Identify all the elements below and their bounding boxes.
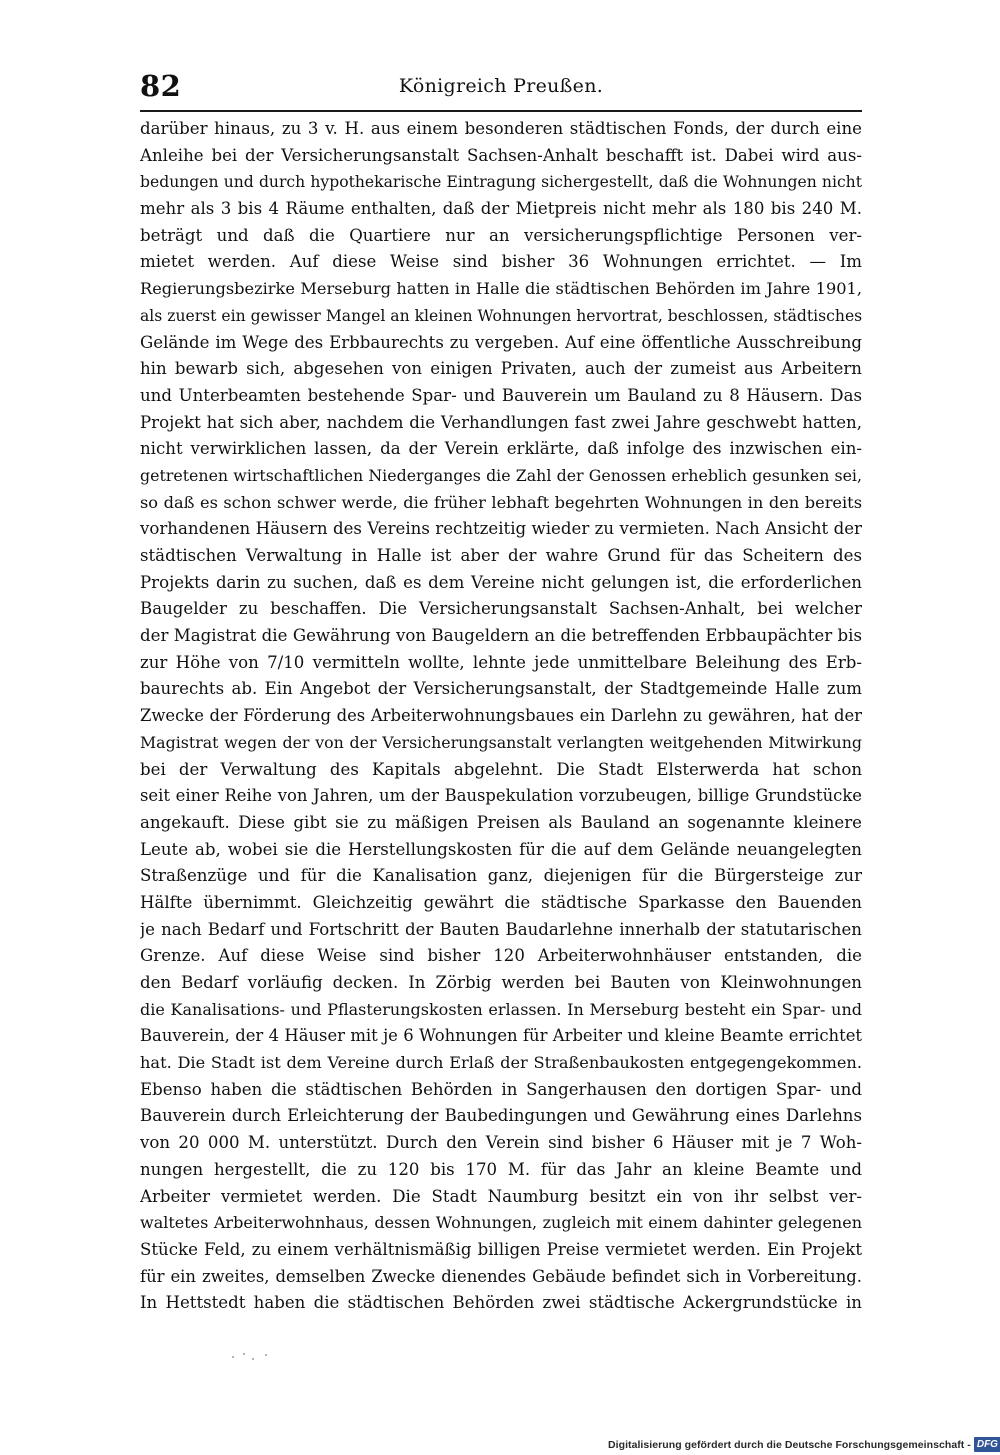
text-line: als zuerst ein gewisser Mangel an kleinen Wohnungen hervortrat, beschlossen, städtisches — [140, 306, 862, 325]
text-line: nungen hergestellt, die zu 120 bis 170 M. für das Jahr an kleine Beamte und — [140, 1159, 862, 1179]
text-line: Stücke Feld, zu einem verhältnismäßig billigen Preise vermietet werden. Ein Projekt — [140, 1239, 862, 1259]
text-line: Projekt hat sich aber, nachdem die Verhandlungen fast zwei Jahre geschwebt hatten, — [140, 412, 862, 432]
scan-specks — [232, 1352, 272, 1362]
text-line: Hälfte übernimmt. Gleichzeitig gewährt die städtische Sparkasse den Bauenden — [140, 892, 862, 912]
text-line: Baugelder zu beschaffen. Die Versicherungsanstalt Sachsen-Anhalt, bei welcher — [140, 599, 862, 619]
text-line: waltetes Arbeiterwohnhaus, dessen Wohnungen, zugleich mit einem dahinter gelegenen — [140, 1213, 862, 1233]
text-line: hin bewarb sich, abgesehen von einigen Privaten, auch der zumeist aus Arbeitern — [140, 359, 862, 379]
text-line: hat. Die Stadt ist dem Vereine durch Erlaß der Straßenbaukosten entgegengekommen. — [140, 1053, 862, 1073]
running-title: Königreich Preußen. — [398, 75, 604, 97]
body-text — [140, 116, 862, 1317]
text-line: der Magistrat die Gewährung von Baugeldern an die betreffenden Erbbaupächter bis — [140, 626, 862, 646]
text-line: die Kanalisations- und Pflasterungskosten erlassen. In Merseburg besteht ein Spar- und — [140, 999, 862, 1019]
text-line: Bauverein, der 4 Häuser mit je 6 Wohnungen für Arbeiter und kleine Beamte errichtet — [140, 1026, 862, 1046]
text-line: Regierungsbezirke Merseburg hatten in Halle die städtischen Behörden im Jahre 1901, — [140, 279, 862, 299]
page-number: 82 — [140, 69, 182, 103]
text-line: mehr als 3 bis 4 Räume enthalten, daß der Mietpreis nicht mehr als 180 bis 240 M. — [140, 199, 862, 219]
page-header — [140, 64, 862, 112]
text-line: städtischen Verwaltung in Halle ist aber der wahre Grund für das Scheitern des — [140, 546, 862, 565]
text-line: bei der Verwaltung des Kapitals abgelehnt. Die Stadt Elsterwerda hat schon — [140, 759, 862, 779]
text-line: mietet werden. Auf diese Weise sind bisher 36 Wohnungen errichtet. — Im — [140, 252, 862, 272]
dfg-logo: DFG — [974, 1437, 1000, 1452]
text-line: Straßenzüge und für die Kanalisation ganz, diejenigen für die Bürgersteige zur — [140, 866, 862, 886]
text-line: für ein zweites, demselben Zwecke dienendes Gebäude befindet sich in Vorbereitung. — [140, 1266, 862, 1286]
text-line: beträgt und daß die Quartiere nur an versicherungspflichtige Personen ver- — [140, 225, 862, 245]
text-line: so daß es schon schwer werde, die früher lebhaft begehrten Wohnungen in den bereits — [140, 492, 862, 512]
text-line: nicht verwirklichen lassen, da der Verein erklärte, daß infolge des inzwischen ein- — [140, 439, 862, 459]
text-line: Ebenso haben die städtischen Behörden in Sangerhausen den dortigen Spar- und — [140, 1079, 862, 1099]
text-line: Anleihe bei der Versicherungsanstalt Sachsen-Anhalt beschafft ist. Dabei wird aus- — [140, 145, 862, 165]
text-line: Gelände im Wege des Erbbaurechts zu vergeben. Auf eine öffentliche Ausschreibung — [140, 332, 862, 352]
text-line: Bauverein durch Erleichterung der Baubedingungen und Gewährung eines Darlehns — [140, 1106, 862, 1126]
text-line: zur Höhe von 7/10 vermitteln wollte, lehnte jede unmittelbare Beleihung des Erb- — [140, 652, 862, 672]
text-line: seit einer Reihe von Jahren, um der Bauspekulation vorzubeugen, billige Grundstücke — [140, 786, 862, 806]
text-line: Zwecke der Förderung des Arbeiterwohnungsbaues ein Darlehn zu gewähren, hat der — [140, 706, 862, 726]
text-line: Arbeiter vermietet werden. Die Stadt Naumburg besitzt ein von ihr selbst ver- — [140, 1186, 862, 1206]
text-line: den Bedarf vorläufig decken. In Zörbig werden bei Bauten von Kleinwohnungen — [140, 973, 862, 992]
text-line: vorhandenen Häusern des Vereins rechtzeitig wieder zu vermieten. Nach Ansicht der — [140, 519, 862, 539]
text-line: je nach Bedarf und Fortschritt der Bauten Baudarlehne innerhalb der statutarischen — [140, 919, 862, 939]
footer-credit: Digitalisierung gefördert durch die Deutsche Forschungsgemeinschaft - — [608, 1438, 971, 1451]
text-line: von 20 000 M. unterstützt. Durch den Verein sind bisher 6 Häuser mit je 7 Woh- — [140, 1133, 862, 1153]
text-line: baurechts ab. Ein Angebot der Versicherungsanstalt, der Stadtgemeinde Halle zum — [140, 679, 862, 699]
text-line: In Hettstedt haben die städtischen Behörden zwei städtische Ackergrundstücke in — [140, 1293, 862, 1313]
text-line: und Unterbeamten bestehende Spar- und Bauverein um Bauland zu 8 Häusern. Das — [140, 385, 862, 405]
text-line: Leute ab, wobei sie die Herstellungskosten für die auf dem Gelände neuangelegten — [140, 839, 862, 859]
text-line: angekauft. Diese gibt sie zu mäßigen Preisen als Bauland an sogenannte kleinere — [140, 812, 862, 832]
text-line: getretenen wirtschaftlichen Niederganges die Zahl der Genossen erheblich gesunken sei, — [140, 465, 862, 485]
text-line: bedungen und durch hypothekarische Eintragung sichergestellt, daß die Wohnungen nicht — [140, 173, 862, 192]
text-line: darüber hinaus, zu 3 v. H. aus einem besonderen städtischen Fonds, der durch eine — [140, 119, 862, 138]
digitization-footer — [608, 1436, 1000, 1453]
text-line: Projekts darin zu suchen, daß es dem Vereine nicht gelungen ist, die erforderlichen — [140, 572, 862, 592]
text-line: Magistrat wegen der von der Versicherungsanstalt verlangten weitgehenden Mitwirkung — [140, 732, 862, 752]
text-line: Grenze. Auf diese Weise sind bisher 120 Arbeiterwohnhäuser entstanden, die — [140, 946, 862, 966]
